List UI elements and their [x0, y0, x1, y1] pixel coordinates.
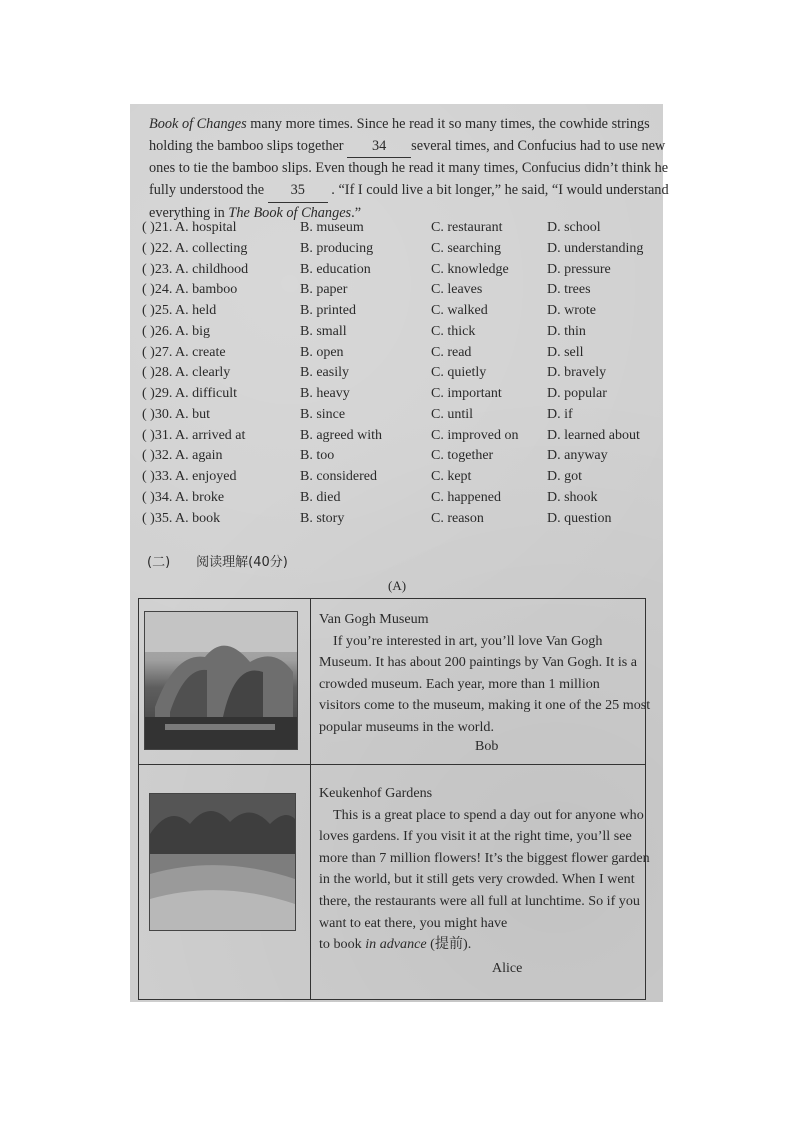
gardens-review: [319, 783, 650, 956]
museum-line: visitors come to the museum, making it one of the 25 most: [319, 697, 651, 714]
question-row-26: ( )26. A. big B. small C. thick D. thin: [142, 323, 586, 339]
museum-review: [319, 609, 651, 739]
row-divider: [139, 764, 645, 765]
gardens-line: This is a great place to spend a day out for anyone who: [333, 806, 644, 823]
exam-sheet: [130, 104, 669, 1002]
museum-line: Museum. It has about 200 paintings by Van Gogh. It is a: [319, 654, 637, 671]
question-row-29: ( )29. A. difficult B. heavy C. important D. popular: [142, 386, 607, 401]
gardens-line: want to eat there, you might have: [319, 914, 508, 931]
question-row-25: ( )25. A. held B. printed C. walked D. wrote: [142, 303, 596, 318]
question-row-32: ( )32. A. again B. too C. together D. anyway: [142, 448, 608, 464]
section-title: 阅读理解(40分): [196, 555, 288, 570]
gardens-author: Alice: [492, 961, 523, 976]
gardens-title: Keukenhof Gardens: [319, 785, 433, 801]
gardens-line: in the world, but it still gets very crowded. When I went: [319, 871, 635, 888]
passage-label: (A): [388, 578, 407, 593]
question-row-31: ( )31. A. arrived at B. agreed with C. improved on D. learned about: [142, 427, 640, 443]
section-heading: [147, 551, 288, 570]
passage-line-4: fully understood the 35 . “If I could live a bit longer,” he said, “I would understand: [149, 180, 657, 203]
gardens-line-last: to book in advance (提前).: [319, 936, 472, 953]
reading-table: [138, 598, 651, 1000]
section-number: (二): [147, 555, 171, 570]
question-row-28: ( )28. A. clearly B. easily C. quietly D. bravely: [142, 365, 607, 381]
question-row-22: ( )22. A. collecting B. producing C. searching D. understanding: [142, 240, 644, 256]
museum-author: Bob: [475, 739, 499, 754]
question-row-21: ( )21. A. hospital B. museum C. restaurant D. school: [142, 220, 601, 235]
question-row-27: ( )27. A. create B. open C. read D. sell: [142, 344, 584, 360]
question-row-33: ( )33. A. enjoyed B. considered C. kept D. got: [142, 469, 582, 484]
question-row-34: ( )34. A. broke B. died C. happened D. shook: [142, 489, 598, 505]
question-row-24: ( )24. A. bamboo B. paper C. leaves D. trees: [142, 282, 591, 298]
question-row-30: ( )30. A. but B. since C. until D. if: [142, 406, 573, 422]
question-options: [142, 218, 657, 529]
museum-line: popular museums in the world.: [319, 718, 494, 735]
blank-35: 35: [268, 180, 328, 203]
museum-line: If you’re interested in art, you’ll love Van Gogh: [333, 632, 603, 649]
passage-line-2: holding the bamboo slips together 34 several times, and Confucius had to use new: [149, 136, 657, 159]
gardens-line: more than 7 million flowers! It’s the biggest flower garden: [319, 849, 650, 866]
column-divider: [310, 599, 311, 999]
museum-line: crowded museum. Each year, more than 1 million: [319, 675, 600, 692]
cloze-passage: [149, 114, 669, 225]
blank-34: 34: [347, 136, 411, 159]
museum-title: Van Gogh Museum: [319, 611, 429, 627]
museum-photo: [144, 611, 298, 750]
passage-line-1: Book of Changes many more times. Since he read it so many times, the cowhide strings: [149, 116, 650, 132]
passage-line-5: everything in The Book of Changes.”: [149, 204, 362, 221]
gardens-line: there, the restaurants were all full at lunchtime. So if you: [319, 892, 640, 909]
garden-photo: [149, 793, 296, 931]
question-row-35: ( )35. A. book B. story C. reason D. question: [142, 510, 612, 526]
gardens-line: loves gardens. If you visit it at the right time, you’ll see: [319, 828, 632, 845]
question-row-23: ( )23. A. childhood B. education C. knowledge D. pressure: [142, 261, 611, 277]
passage-line-3: ones to tie the bamboo slips. Even though he read it many times, Confucius didn’t think he: [149, 160, 669, 177]
